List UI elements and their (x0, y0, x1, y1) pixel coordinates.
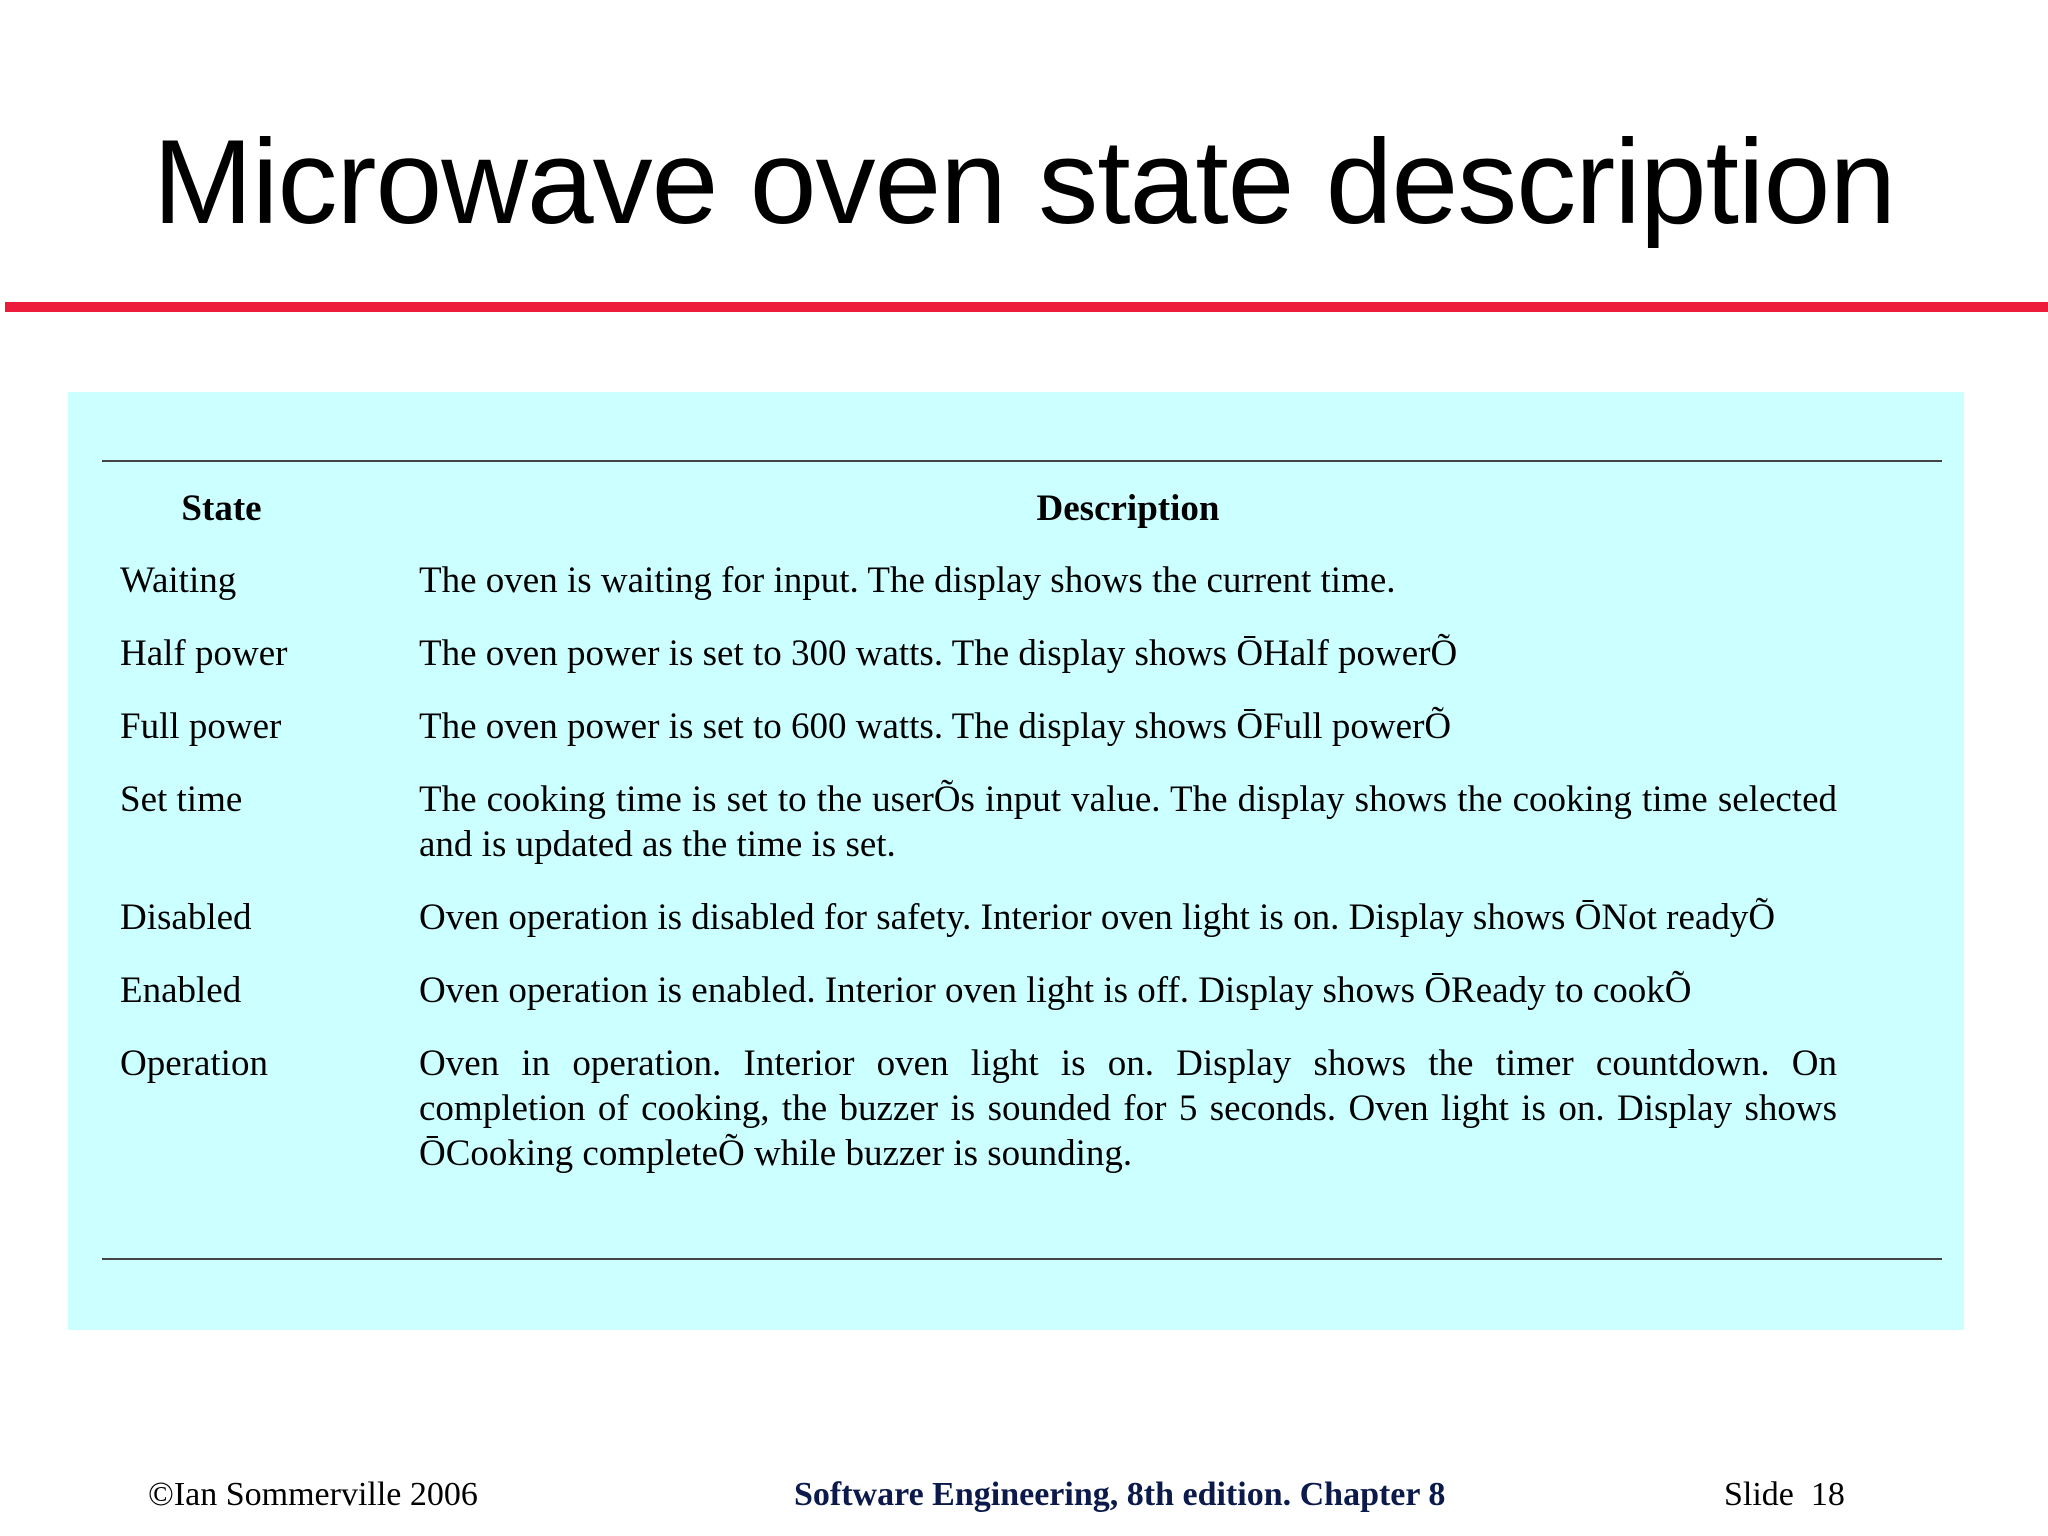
description-cell: The oven power is set to 300 watts. The display shows ŌHalf powerÕ (419, 633, 1458, 674)
table-top-rule (102, 460, 1942, 462)
description-cell: Oven operation is disabled for safety. Interior oven light is on. Display shows ŌNot readyÕ (419, 897, 1776, 938)
slide-label: Slide (1724, 1476, 1794, 1513)
footer-copyright: ©Ian Sommerville 2006 (148, 1476, 478, 1513)
state-table-panel (68, 392, 1964, 1330)
footer-slide-number (1724, 1475, 1845, 1515)
state-description-table (120, 486, 1837, 1204)
slide-number: 18 (1810, 1476, 1845, 1513)
state-cell: Disabled (120, 897, 252, 938)
slide-title: Microwave oven state description (152, 115, 1896, 249)
state-cell: Half power (120, 633, 288, 674)
table-row (120, 777, 1837, 895)
state-cell: Operation (120, 1043, 268, 1084)
table-row (120, 704, 1837, 777)
table-row (120, 1041, 1837, 1204)
table-row (120, 558, 1837, 631)
description-cell: The oven is waiting for input. The display shows the current time. (419, 560, 1396, 601)
table-row (120, 968, 1837, 1041)
description-column-header: Description (1036, 488, 1220, 529)
state-cell: Full power (120, 706, 282, 747)
state-cell: Enabled (120, 970, 242, 1011)
title-underline (5, 302, 2048, 312)
description-cell: Oven in operation. Interior oven light is on. Display shows the timer countdown. On completion of cooking, the buzzer is sounded for 5 seconds. Oven light is on. Display shows ŌCooking completeÕ while buzzer is sounding. (419, 1043, 1837, 1174)
table-header-row (120, 486, 1837, 558)
description-cell: Oven operation is enabled. Interior oven light is off. Display shows ŌReady to cookÕ (419, 970, 1692, 1011)
table-row (120, 631, 1837, 704)
description-cell: The cooking time is set to the userÕs input value. The display shows the cooking time selected and is updated as the time is set. (419, 779, 1837, 865)
state-cell: Waiting (120, 560, 237, 601)
table-bottom-rule (102, 1258, 1942, 1260)
state-column-header: State (181, 488, 262, 529)
state-cell: Set time (120, 779, 243, 820)
footer-book-title: Software Engineering, 8th edition. Chapter 8 (794, 1476, 1446, 1513)
description-cell: The oven power is set to 600 watts. The display shows ŌFull powerÕ (419, 706, 1452, 747)
table-row (120, 895, 1837, 968)
